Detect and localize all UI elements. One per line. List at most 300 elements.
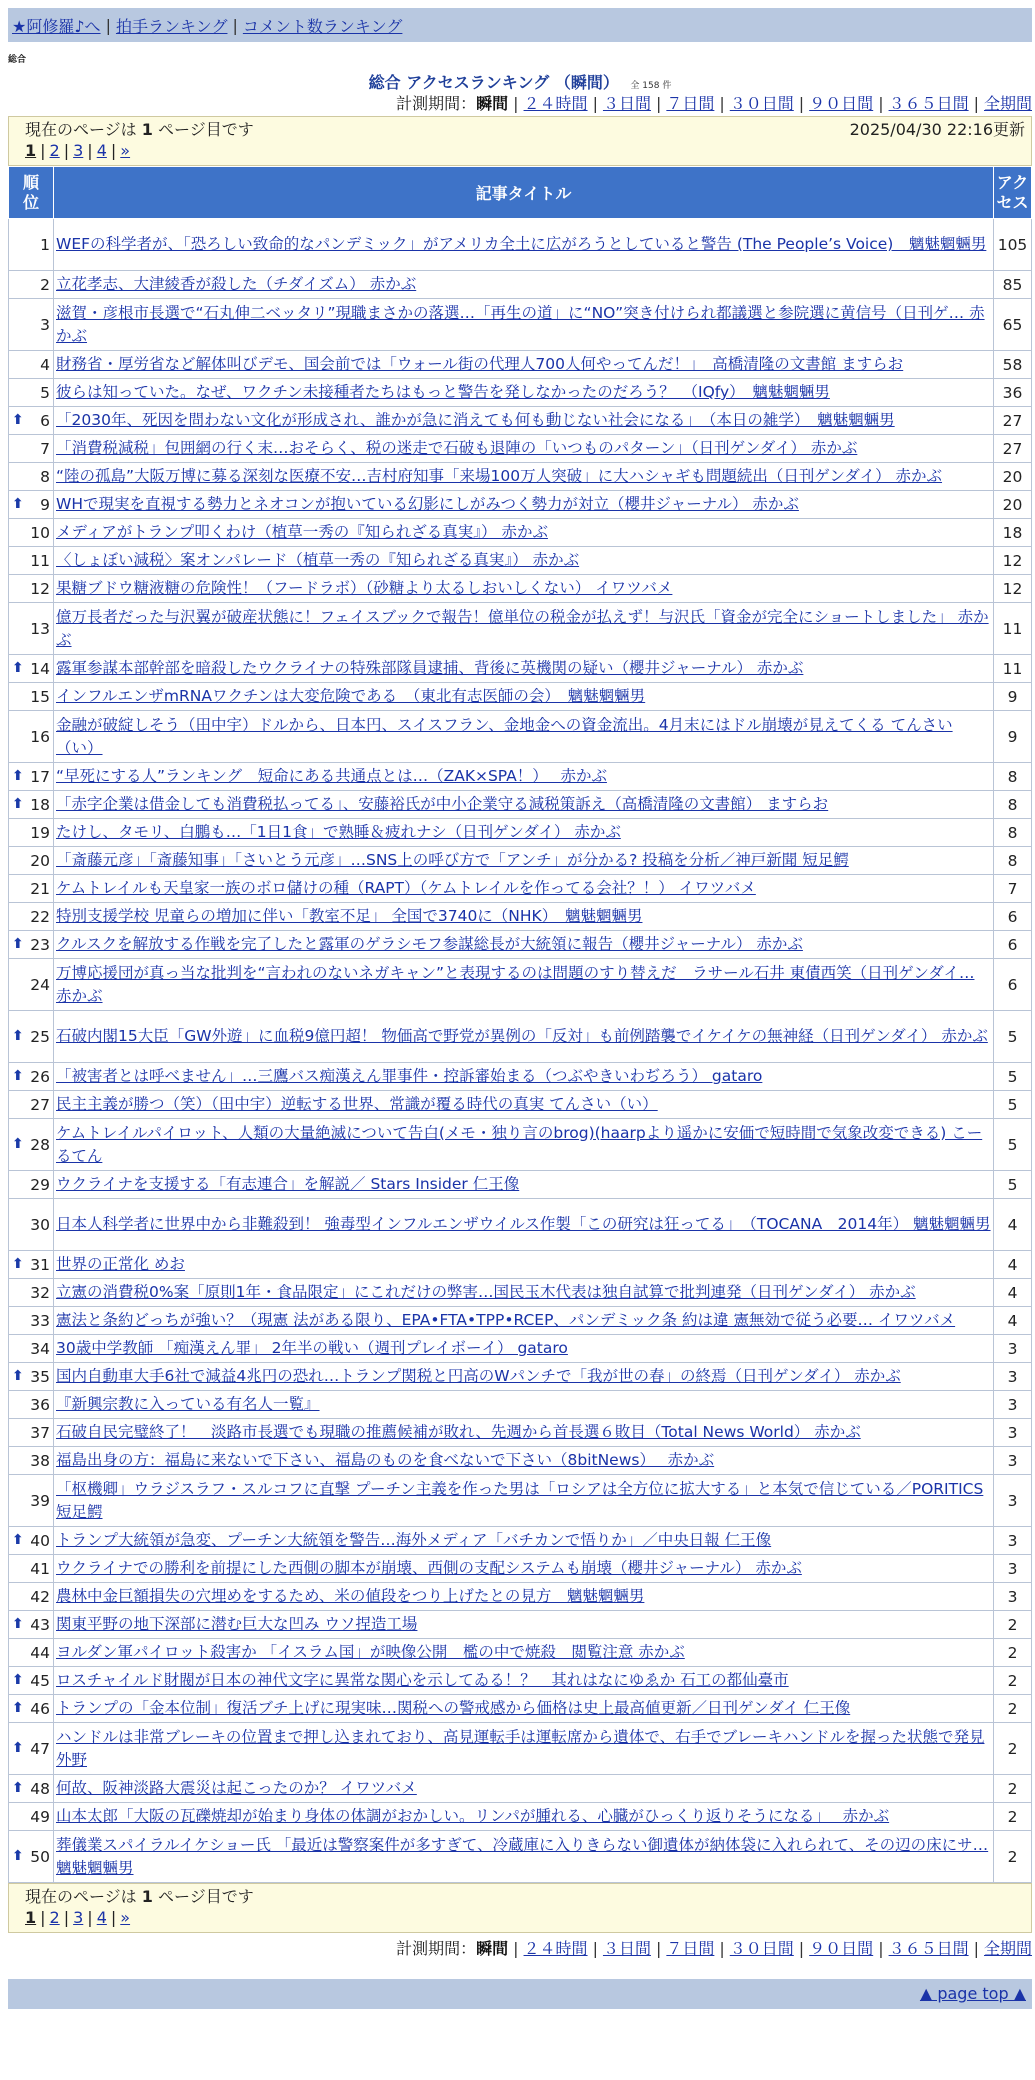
rank-up-arrow-icon: ⬆: [12, 1027, 24, 1044]
ranking-row: [9, 1171, 1032, 1199]
ranking-row: [9, 1335, 1032, 1363]
page-link[interactable]: 2: [49, 141, 60, 160]
access-count: 20: [994, 463, 1032, 491]
period-link[interactable]: ９０日間: [809, 94, 874, 113]
period-separator: |: [798, 94, 805, 113]
page-links: [25, 1908, 1025, 1928]
rank-number: 39: [30, 1491, 50, 1510]
period-separator: |: [973, 1939, 979, 1958]
rank-cell: [9, 1119, 54, 1171]
access-count: 2: [994, 1639, 1032, 1667]
ranking-row: [9, 1723, 1032, 1775]
period-link[interactable]: ３日間: [602, 94, 651, 113]
ranking-row: [9, 1119, 1032, 1171]
rank-cell: [9, 219, 54, 271]
rank-number: 33: [30, 1311, 50, 1330]
access-count: 8: [994, 791, 1032, 819]
nav-separator: |: [105, 15, 111, 35]
ranking-row: [9, 519, 1032, 547]
ranking-row: [9, 1391, 1032, 1419]
access-count: 4: [994, 1251, 1032, 1279]
access-count: 2: [994, 1775, 1032, 1803]
article-link[interactable]: ウクライナでの勝利を前提にした西側の脚本が崩壊、西側の支配システムも崩壊（櫻井ジャーナル） 赤かぶ: [56, 1559, 802, 1577]
period-separator: |: [719, 94, 725, 113]
rank-number: 50: [30, 1847, 50, 1866]
title-cell: [54, 271, 994, 299]
rank-cell: [9, 1447, 54, 1475]
access-count: 4: [994, 1307, 1032, 1335]
total-count: 全 158 件: [630, 81, 672, 91]
rank-number: 48: [30, 1779, 50, 1798]
period-link[interactable]: ３０日間: [729, 94, 794, 113]
rank-cell: [9, 875, 54, 903]
rank-cell: [9, 1307, 54, 1335]
ranking-row: [9, 1091, 1032, 1119]
ranking-row: [9, 1419, 1032, 1447]
title-cell: [54, 791, 994, 819]
access-count: 11: [994, 655, 1032, 683]
rank-up-arrow-icon: ⬆: [12, 767, 24, 784]
title-cell: [54, 1063, 994, 1091]
rank-cell: [9, 547, 54, 575]
period-separator: |: [592, 1939, 598, 1958]
ranking-row: [9, 1583, 1032, 1611]
title-cell: [54, 903, 994, 931]
article-link[interactable]: トランプの「金本位制」復活ブチ上げに現実味…関税への警戒感から価格は史上最高値更新／日刊ゲンダイ 仁王像: [56, 1699, 851, 1717]
access-count: 9: [994, 683, 1032, 711]
period-separator: |: [798, 1939, 805, 1958]
article-link[interactable]: 日本人科学者に世界中から非難殺到！ 強毒型インフルエンザウイルス作製「この研究は狂ってる」 （TOCANA 2014年） 魑魅魍魎男: [56, 1215, 991, 1233]
ranking-row: [9, 819, 1032, 847]
article-link[interactable]: 〈しょぼい減税〉案オンパレード（植草一秀の『知られざる真実』） 赤かぶ: [56, 551, 580, 569]
rank-cell: [9, 1063, 54, 1091]
title-cell: [54, 1251, 994, 1279]
access-count: 5: [994, 1171, 1032, 1199]
page-separator: |: [40, 141, 46, 160]
title-cell: [54, 1447, 994, 1475]
rank-number: 9: [40, 495, 50, 514]
article-link[interactable]: “陸の孤島”大阪万博に募る深刻な医療不安…吉村府知事「来場100万人突破」に大ハシャギも問題続出（日刊ゲンダイ） 赤かぶ: [56, 467, 943, 485]
access-count: 20: [994, 491, 1032, 519]
access-count: 2: [994, 1667, 1032, 1695]
article-link[interactable]: たけし、タモリ、白鵬も…「1日1食」で熟睡＆疲れナシ（日刊ゲンダイ） 赤かぶ: [56, 823, 621, 841]
rank-up-arrow-icon: ⬆: [12, 935, 24, 952]
article-link[interactable]: 果糖ブドウ糖液糖の危険性！（フードラボ）（砂糖より太るしおいしくない） イワツバメ: [56, 579, 673, 597]
page-link[interactable]: 3: [73, 1908, 84, 1927]
article-link[interactable]: ロスチャイルド財閥が日本の神代文字に異常な関心を示してゐる！？ 其れはなにゆゑか 石工の都仙臺市: [56, 1671, 789, 1689]
ranking-row: [9, 847, 1032, 875]
rank-up-arrow-icon: ⬆: [12, 1779, 24, 1796]
period-link[interactable]: ９０日間: [809, 1939, 874, 1958]
article-link[interactable]: “早死にする人”ランキング 短命にある共通点とは…（ZAK×SPA！） 赤かぶ: [56, 767, 607, 785]
access-count: 18: [994, 519, 1032, 547]
access-count: 3: [994, 1335, 1032, 1363]
access-count: 3: [994, 1527, 1032, 1555]
pagination-top: [8, 116, 1032, 166]
access-count: 3: [994, 1447, 1032, 1475]
rank-up-arrow-icon: ⬆: [12, 659, 24, 676]
access-count: 12: [994, 547, 1032, 575]
rank-number: 40: [30, 1531, 50, 1550]
page-separator: |: [110, 141, 117, 160]
ranking-row: [9, 1831, 1032, 1883]
title-cell: [54, 1171, 994, 1199]
access-count: 5: [994, 1011, 1032, 1063]
title-cell: [54, 219, 994, 271]
article-link[interactable]: 彼らは知っていた。なぜ、ワクチン未接種者たちはもっと警告を発しなかったのだろう？ （IQfy） 魑魅魍魎男: [56, 383, 830, 401]
access-count: 65: [994, 299, 1032, 351]
article-link[interactable]: 関東平野の地下深部に潜む巨大な凹み ウソ捏造工場: [56, 1615, 418, 1633]
title-cell: [54, 1011, 994, 1063]
title-cell: [54, 519, 994, 547]
rank-cell: [9, 1695, 54, 1723]
page-separator: |: [40, 1908, 46, 1927]
period-link[interactable]: 全期間: [983, 1939, 1032, 1958]
rank-cell: [9, 959, 54, 1011]
ranking-row: [9, 1695, 1032, 1723]
access-count: 8: [994, 763, 1032, 791]
title-header: 記事タイトル: [54, 167, 994, 219]
access-count: 3: [994, 1391, 1032, 1419]
article-link[interactable]: 何故、阪神淡路大震災は起こったのか？ イワツバメ: [56, 1779, 417, 1797]
title-cell: [54, 1279, 994, 1307]
next-page-link[interactable]: »: [120, 1908, 131, 1927]
access-count: 3: [994, 1363, 1032, 1391]
rank-number: 12: [30, 579, 50, 598]
article-link[interactable]: 『新興宗教に入っている有名人一覧』: [56, 1395, 320, 1413]
ranking-row: [9, 763, 1032, 791]
title-cell: [54, 603, 994, 655]
title-cell: [54, 1391, 994, 1419]
rank-cell: [9, 1475, 54, 1527]
period-link[interactable]: ２４時間: [523, 1939, 588, 1958]
title-cell: [54, 655, 994, 683]
rank-number: 10: [30, 523, 50, 542]
rank-number: 23: [30, 935, 50, 954]
top-nav-bar: [8, 8, 1032, 42]
article-link[interactable]: 万博応援団が真っ当な批判を“言われのないネガキャン”と表現するのは問題のすり替えだ ラサール石井 東債西笑（日刊ゲンダイ… 赤かぶ: [56, 963, 975, 1005]
page-top-link[interactable]: ▲ page top ▲: [919, 1984, 1026, 2003]
ranking-row: [9, 1279, 1032, 1307]
access-count: 105: [994, 219, 1032, 271]
next-page-link[interactable]: »: [120, 141, 131, 160]
ranking-row: [9, 655, 1032, 683]
article-link[interactable]: ケムトレイルパイロット、人類の大量絶滅について告白(メモ・独り言のbrog)(haarpより遥かに安価で短時間で気象改変できる) こーるてん: [56, 1123, 983, 1165]
rank-number: 15: [30, 687, 50, 706]
rank-number: 38: [30, 1451, 50, 1470]
article-link[interactable]: クルスクを解放する作戦を完了したと露軍のゲラシモフ参謀総長が大統領に報告（櫻井ジャーナル） 赤かぶ: [56, 935, 803, 953]
article-link[interactable]: 露軍参謀本部幹部を暗殺したウクライナの特殊部隊員逮捕、背後に英機関の疑い（櫻井ジャーナル） 赤かぶ: [56, 659, 804, 677]
article-link[interactable]: 「赤字企業は借金しても消費税払ってる」、安藤裕氏が中小企業守る減税策訴え（高橋清隆の文書館） ますらお: [56, 795, 829, 813]
rank-cell: [9, 1091, 54, 1119]
ranking-row: [9, 1775, 1032, 1803]
page-separator: |: [63, 1908, 70, 1927]
title-cell: [54, 1667, 994, 1695]
article-link[interactable]: WEFの科学者が、「恐ろしい致命的なパンデミック」がアメリカ全土に広がろうとしていると警告 (The People’s Voice) 魑魅魍魎男: [56, 235, 987, 253]
article-link[interactable]: ヨルダン軍パイロット殺害か 「イスラム国」が映像公開 檻の中で焼殺 閲覧注意 赤かぶ: [56, 1643, 685, 1661]
title-cell: [54, 1335, 994, 1363]
article-link[interactable]: 30歳中学教師 「痴漢えん罪」 2年半の戦い（週刊プレイボーイ） gataro: [56, 1339, 568, 1357]
rank-up-arrow-icon: ⬆: [12, 1847, 24, 1864]
rank-number: 17: [30, 767, 50, 786]
access-count: 7: [994, 875, 1032, 903]
ranking-row: [9, 1555, 1032, 1583]
rank-number: 41: [30, 1559, 50, 1578]
rank-number: 20: [30, 851, 50, 870]
rank-up-arrow-icon: ⬆: [12, 1671, 24, 1688]
title-cell: [54, 819, 994, 847]
period-link[interactable]: 全期間: [983, 94, 1032, 113]
ranking-row: [9, 1199, 1032, 1251]
article-link[interactable]: 世界の正常化 めお: [56, 1255, 185, 1273]
article-link[interactable]: トランプ大統領が急変、プーチン大統領を警告…海外メディア「バチカンで悟りか」／中央日報 仁王像: [56, 1531, 772, 1549]
period-link[interactable]: ３６５日間: [888, 1939, 969, 1958]
rank-cell: [9, 1527, 54, 1555]
asyura-home-link[interactable]: ★阿修羅♪へ: [12, 16, 101, 36]
comment-ranking-link[interactable]: コメント数ランキング: [242, 16, 403, 36]
rank-number: 19: [30, 823, 50, 842]
title-cell: [54, 1475, 994, 1527]
rank-number: 43: [30, 1615, 50, 1634]
rank-cell: [9, 1803, 54, 1831]
ranking-row: [9, 351, 1032, 379]
period-label: 計測期間：: [396, 1939, 477, 1958]
page-separator: |: [63, 141, 70, 160]
article-link[interactable]: 石破内閣15大臣「GW外遊」に血税9億円超！ 物価高で野党が異例の「反対」も前例踏襲でイケイケの無神経（日刊ゲンダイ） 赤かぶ: [56, 1027, 988, 1045]
rank-number: 22: [30, 907, 50, 926]
rank-cell: [9, 1279, 54, 1307]
rank-cell: [9, 299, 54, 351]
rank-number: 31: [30, 1255, 50, 1274]
rank-number: 3: [40, 315, 50, 334]
page-title-row: [8, 70, 1032, 92]
rank-number: 13: [30, 619, 50, 638]
article-link[interactable]: 億万長者だった与沢翼が破産状態に！フェイスブックで報告！億単位の税金が払えず！与沢氏「資金が完全にショートしました」 赤かぶ: [56, 607, 989, 649]
article-link[interactable]: 「消費税減税」包囲網の行く末…おそらく、税の迷走で石破も退陣の「いつものパターン」（日刊ゲンダイ） 赤かぶ: [56, 439, 858, 457]
title-cell: [54, 351, 994, 379]
rank-cell: [9, 603, 54, 655]
article-link[interactable]: 農林中金巨額損失の穴埋めをするため、米の値段をつり上げたとの見方 魑魅魍魎男: [56, 1587, 645, 1605]
ranking-row: [9, 1307, 1032, 1335]
article-link[interactable]: 民主主義が勝つ（笑）（田中宇）逆転する世界、常識が覆る時代の真実 てんさい（い）: [56, 1095, 658, 1113]
period-separator: |: [973, 94, 979, 113]
ranking-row: [9, 575, 1032, 603]
rank-cell: [9, 711, 54, 763]
rank-cell: [9, 407, 54, 435]
rank-number: 49: [30, 1807, 50, 1826]
title-cell: [54, 1611, 994, 1639]
title-cell: [54, 1803, 994, 1831]
ranking-row: [9, 931, 1032, 959]
article-link[interactable]: ケムトレイルも天皇家一族のボロ儲けの種（RAPT）（ケムトレイルを作ってる会社？！） イワツバメ: [56, 879, 756, 897]
ranking-row: [9, 299, 1032, 351]
title-cell: [54, 435, 994, 463]
article-link[interactable]: 石破自民完璧終了！ 淡路市長選でも現職の推薦候補が敗れ、先週から首長選６敗目（Total News World） 赤かぶ: [56, 1423, 861, 1441]
article-link[interactable]: 「2030年、死因を問わない文化が形成され、誰かが急に消えても何も動じない社会になる」 （本日の雑学） 魑魅魍魎男: [56, 411, 895, 429]
pagination-bottom: [8, 1883, 1032, 1933]
page-link[interactable]: 3: [73, 141, 84, 160]
access-count: 6: [994, 903, 1032, 931]
title-cell: [54, 299, 994, 351]
rank-number: 37: [30, 1423, 50, 1442]
bottom-bar: [8, 1979, 1032, 2009]
rank-cell: [9, 931, 54, 959]
period-link[interactable]: ７日間: [666, 94, 715, 113]
rank-header: 順位: [9, 167, 54, 219]
page-link[interactable]: 4: [96, 141, 107, 160]
access-header: アクセス: [994, 167, 1032, 219]
article-link[interactable]: 「斎藤元彦」「斎藤知事」「さいとう元彦」…SNS上の呼び方で「アンチ」が分かる? 投稿を分析／神戸新聞 短足鰐: [56, 851, 849, 869]
rank-cell: [9, 575, 54, 603]
article-link[interactable]: 「枢機卿」ウラジスラフ・スルコフに直撃 プーチン主義を作った男は「ロシアは全方位に拡大する」と本気で信じている／PORITICS 短足鰐: [56, 1479, 984, 1521]
rank-cell: [9, 271, 54, 299]
rank-number: 16: [30, 727, 50, 746]
rank-cell: [9, 1199, 54, 1251]
rank-cell: [9, 1555, 54, 1583]
rank-number: 29: [30, 1175, 50, 1194]
article-link[interactable]: メディアがトランプ叩くわけ（植草一秀の『知られざる真実』） 赤かぶ: [56, 523, 548, 541]
article-link[interactable]: ハンドルは非常ブレーキの位置まで押し込まれており、高見運転手は運転席から遺体で、右手でブレーキハンドルを握った状態で発見 外野: [56, 1727, 985, 1769]
rank-up-arrow-icon: ⬆: [12, 1531, 24, 1548]
period-current: 瞬間: [476, 94, 509, 113]
period-separator: |: [878, 1939, 884, 1958]
rank-number: 21: [30, 879, 50, 898]
title-cell: [54, 1419, 994, 1447]
article-link[interactable]: 金融が破綻しそう（田中宇）ドルから、日本円、スイスフラン、金地金への資金流出。4月末にはドル崩壊が見えてくる てんさい（い）: [56, 715, 953, 757]
article-link[interactable]: ウクライナを支援する「有志連合」を解説／ Stars Insider 仁王像: [56, 1175, 520, 1193]
ranking-row: [9, 711, 1032, 763]
period-selector-top: [8, 92, 1032, 116]
ranking-row: [9, 1363, 1032, 1391]
page-link[interactable]: 4: [96, 1908, 107, 1927]
period-separator: |: [592, 94, 598, 113]
nav-separator: |: [232, 15, 238, 35]
article-link[interactable]: 「被害者とは呼べません」…三鷹バス痴漢えん罪事件・控訴審始まる（つぶやきいわぢろう） gataro: [56, 1067, 763, 1085]
ranking-row: [9, 903, 1032, 931]
access-count: 4: [994, 1199, 1032, 1251]
access-count: 3: [994, 1583, 1032, 1611]
access-count: 2: [994, 1831, 1032, 1883]
access-count: 6: [994, 959, 1032, 1011]
rank-cell: [9, 763, 54, 791]
ranking-row: [9, 1803, 1032, 1831]
page-separator: |: [87, 1908, 93, 1927]
rank-number: 6: [40, 411, 50, 430]
access-count: 85: [994, 271, 1032, 299]
title-cell: [54, 683, 994, 711]
rank-cell: [9, 1723, 54, 1775]
period-link[interactable]: ２４時間: [523, 94, 588, 113]
rank-cell: [9, 1611, 54, 1639]
period-selector-bottom: [8, 1937, 1032, 1961]
page-title: 総合 アクセスランキング （瞬間）: [368, 73, 619, 92]
article-link[interactable]: 立憲の消費税0%案「原則1年・食品限定」にこれだけの弊害…国民玉木代表は独自試算で批判連発（日刊ゲンダイ） 赤かぶ: [56, 1283, 916, 1301]
period-link[interactable]: ３日間: [602, 1939, 651, 1958]
title-cell: [54, 1527, 994, 1555]
article-link[interactable]: 滋賀・彦根市長選で“石丸伸二ベッタリ”現職まさかの落選…「再生の道」に“NO”突き付けられ都議選と参院選に黄信号（日刊ゲ… 赤かぶ: [56, 303, 985, 345]
title-cell: [54, 1723, 994, 1775]
article-link[interactable]: 特別支援学校 児童らの増加に伴い「教室不足」 全国で3740に（NHK） 魑魅魍魎男: [56, 907, 643, 925]
title-cell: [54, 1639, 994, 1667]
article-link[interactable]: WHで現実を直視する勢力とネオコンが抱いている幻影にしがみつく勢力が対立（櫻井ジャーナル） 赤かぶ: [56, 495, 799, 513]
ranking-row: [9, 1611, 1032, 1639]
rank-number: 18: [30, 795, 50, 814]
access-count: 5: [994, 1091, 1032, 1119]
article-link[interactable]: 山本太郎「大阪の瓦礫焼却が始まり身体の体調がおかしい。リンパが腫れる、心臓がひっくり返りそうになる」 赤かぶ: [56, 1807, 890, 1825]
ranking-row: [9, 1447, 1032, 1475]
ranking-row: [9, 1667, 1032, 1695]
page-link[interactable]: 2: [49, 1908, 60, 1927]
rank-number: 1: [40, 235, 50, 254]
period-separator: |: [719, 1939, 725, 1958]
rank-number: 8: [40, 467, 50, 486]
article-link[interactable]: 立花孝志、大津綾香が殺した（チダイズム） 赤かぶ: [56, 275, 417, 293]
ranking-row: [9, 1639, 1032, 1667]
period-link[interactable]: ７日間: [666, 1939, 715, 1958]
rank-cell: [9, 519, 54, 547]
period-link[interactable]: ３６５日間: [888, 94, 969, 113]
title-cell: [54, 1363, 994, 1391]
applause-ranking-link[interactable]: 拍手ランキング: [115, 16, 228, 36]
access-count: 6: [994, 931, 1032, 959]
title-cell: [54, 711, 994, 763]
rank-cell: [9, 655, 54, 683]
rank-cell: [9, 379, 54, 407]
access-count: 3: [994, 1419, 1032, 1447]
period-current: 瞬間: [476, 1939, 509, 1958]
title-cell: [54, 547, 994, 575]
period-label: 計測期間：: [396, 94, 477, 113]
article-link[interactable]: 憲法と条約どっちが強い？（現憲 法がある限り、EPA•FTA•TPP•RCEP、パンデミック条 約は違 憲無効で従う必要… イワツバメ: [56, 1311, 956, 1329]
rank-cell: [9, 847, 54, 875]
article-link[interactable]: 財務省・厚労省など解体叫びデモ、国会前では「ウォール街の代理人700人何やってんだ！」 高橋清隆の文書館 ますらお: [56, 355, 904, 373]
page-links: [25, 141, 1025, 161]
rank-number: 7: [40, 439, 50, 458]
rank-up-arrow-icon: ⬆: [12, 795, 24, 812]
ranking-row: [9, 491, 1032, 519]
title-cell: [54, 491, 994, 519]
title-cell: [54, 931, 994, 959]
article-link[interactable]: 福島出身の方：福島に来ないで下さい、福島のものを食べないで下さい（8bitNews） 赤かぶ: [56, 1451, 715, 1469]
title-cell: [54, 1091, 994, 1119]
ranking-row: [9, 379, 1032, 407]
title-cell: [54, 1199, 994, 1251]
ranking-row: [9, 1251, 1032, 1279]
rank-cell: [9, 791, 54, 819]
rank-up-arrow-icon: ⬆: [12, 411, 24, 428]
article-link[interactable]: 国内自動車大手6社で減益4兆円の恐れ…トランプ関税と円高のWパンチで「我が世の春」の終焉（日刊ゲンダイ） 赤かぶ: [56, 1367, 901, 1385]
rank-number: 11: [30, 551, 50, 570]
period-link[interactable]: ３０日間: [729, 1939, 794, 1958]
access-count: 27: [994, 435, 1032, 463]
rank-cell: [9, 1775, 54, 1803]
article-link[interactable]: 葬儀業スパイラルイケショー氏 「最近は警察案件が多すぎて、冷蔵庫に入りきらない御遺体が納体袋に入れられて、その辺の床にサ… 魑魅魍魎男: [56, 1835, 989, 1877]
ranking-row: [9, 1063, 1032, 1091]
rank-cell: [9, 1419, 54, 1447]
access-count: 2: [994, 1611, 1032, 1639]
rank-up-arrow-icon: ⬆: [12, 1739, 24, 1756]
rank-number: 45: [30, 1671, 50, 1690]
rank-number: 35: [30, 1367, 50, 1386]
rank-number: 30: [30, 1215, 50, 1234]
article-link[interactable]: インフルエンザmRNAワクチンは大変危険である （東北有志医師の会） 魑魅魍魎男: [56, 687, 646, 705]
period-separator: |: [655, 94, 662, 113]
rank-cell: [9, 683, 54, 711]
period-separator: |: [513, 1939, 519, 1958]
title-cell: [54, 1831, 994, 1883]
title-cell: [54, 575, 994, 603]
title-cell: [54, 1119, 994, 1171]
